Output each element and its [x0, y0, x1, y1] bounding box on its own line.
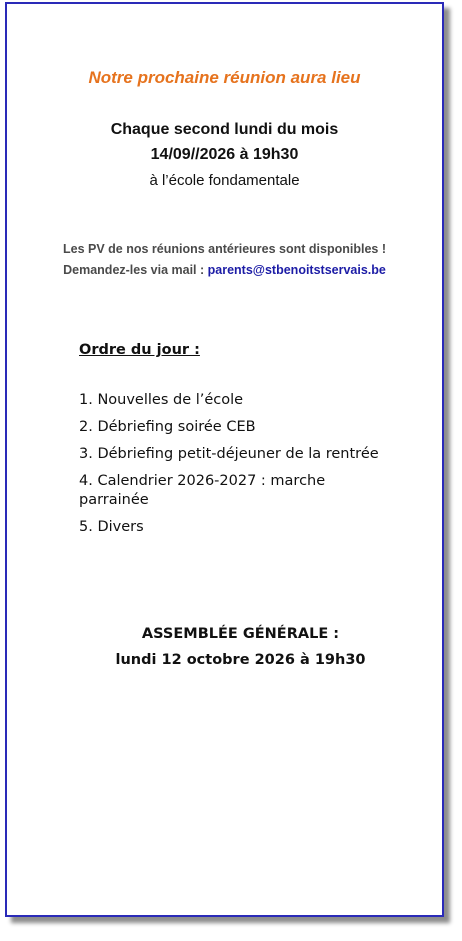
- minutes-availability-text: Les PV de nos réunions antérieures sont disponibles !: [63, 242, 386, 256]
- minutes-email-link[interactable]: parents@stbenoitstservais.be: [207, 263, 386, 277]
- agenda-item: 5. Divers: [79, 519, 144, 535]
- agenda-item: 4. Calendrier 2026-2027 : marche parrainée: [79, 473, 326, 508]
- meeting-location: à l’école fondamentale: [149, 172, 300, 189]
- agenda-item: 1. Nouvelles de l’école: [79, 392, 244, 408]
- announcement-card: [5, 2, 444, 917]
- minutes-request-line: [7, 263, 442, 277]
- minutes-request-label: Demandez-les via mail :: [63, 263, 208, 277]
- general-assembly-date: lundi 12 octobre 2026 à 19h30: [115, 652, 366, 668]
- agenda-list: [79, 391, 399, 537]
- general-assembly-title: ASSEMBLÉE GÉNÉRALE :: [141, 626, 340, 642]
- agenda-title: Ordre du jour :: [79, 342, 200, 358]
- meeting-date-time: 14/09//2026 à 19h30: [150, 146, 299, 163]
- agenda-section: [79, 342, 399, 545]
- meeting-frequency: Chaque second lundi du mois: [110, 121, 339, 138]
- meeting-heading: Notre prochaine réunion aura lieu: [88, 68, 361, 87]
- agenda-item: 2. Débriefing soirée CEB: [79, 419, 256, 435]
- agenda-item: 3. Débriefing petit-déjeuner de la rentrée: [79, 446, 379, 462]
